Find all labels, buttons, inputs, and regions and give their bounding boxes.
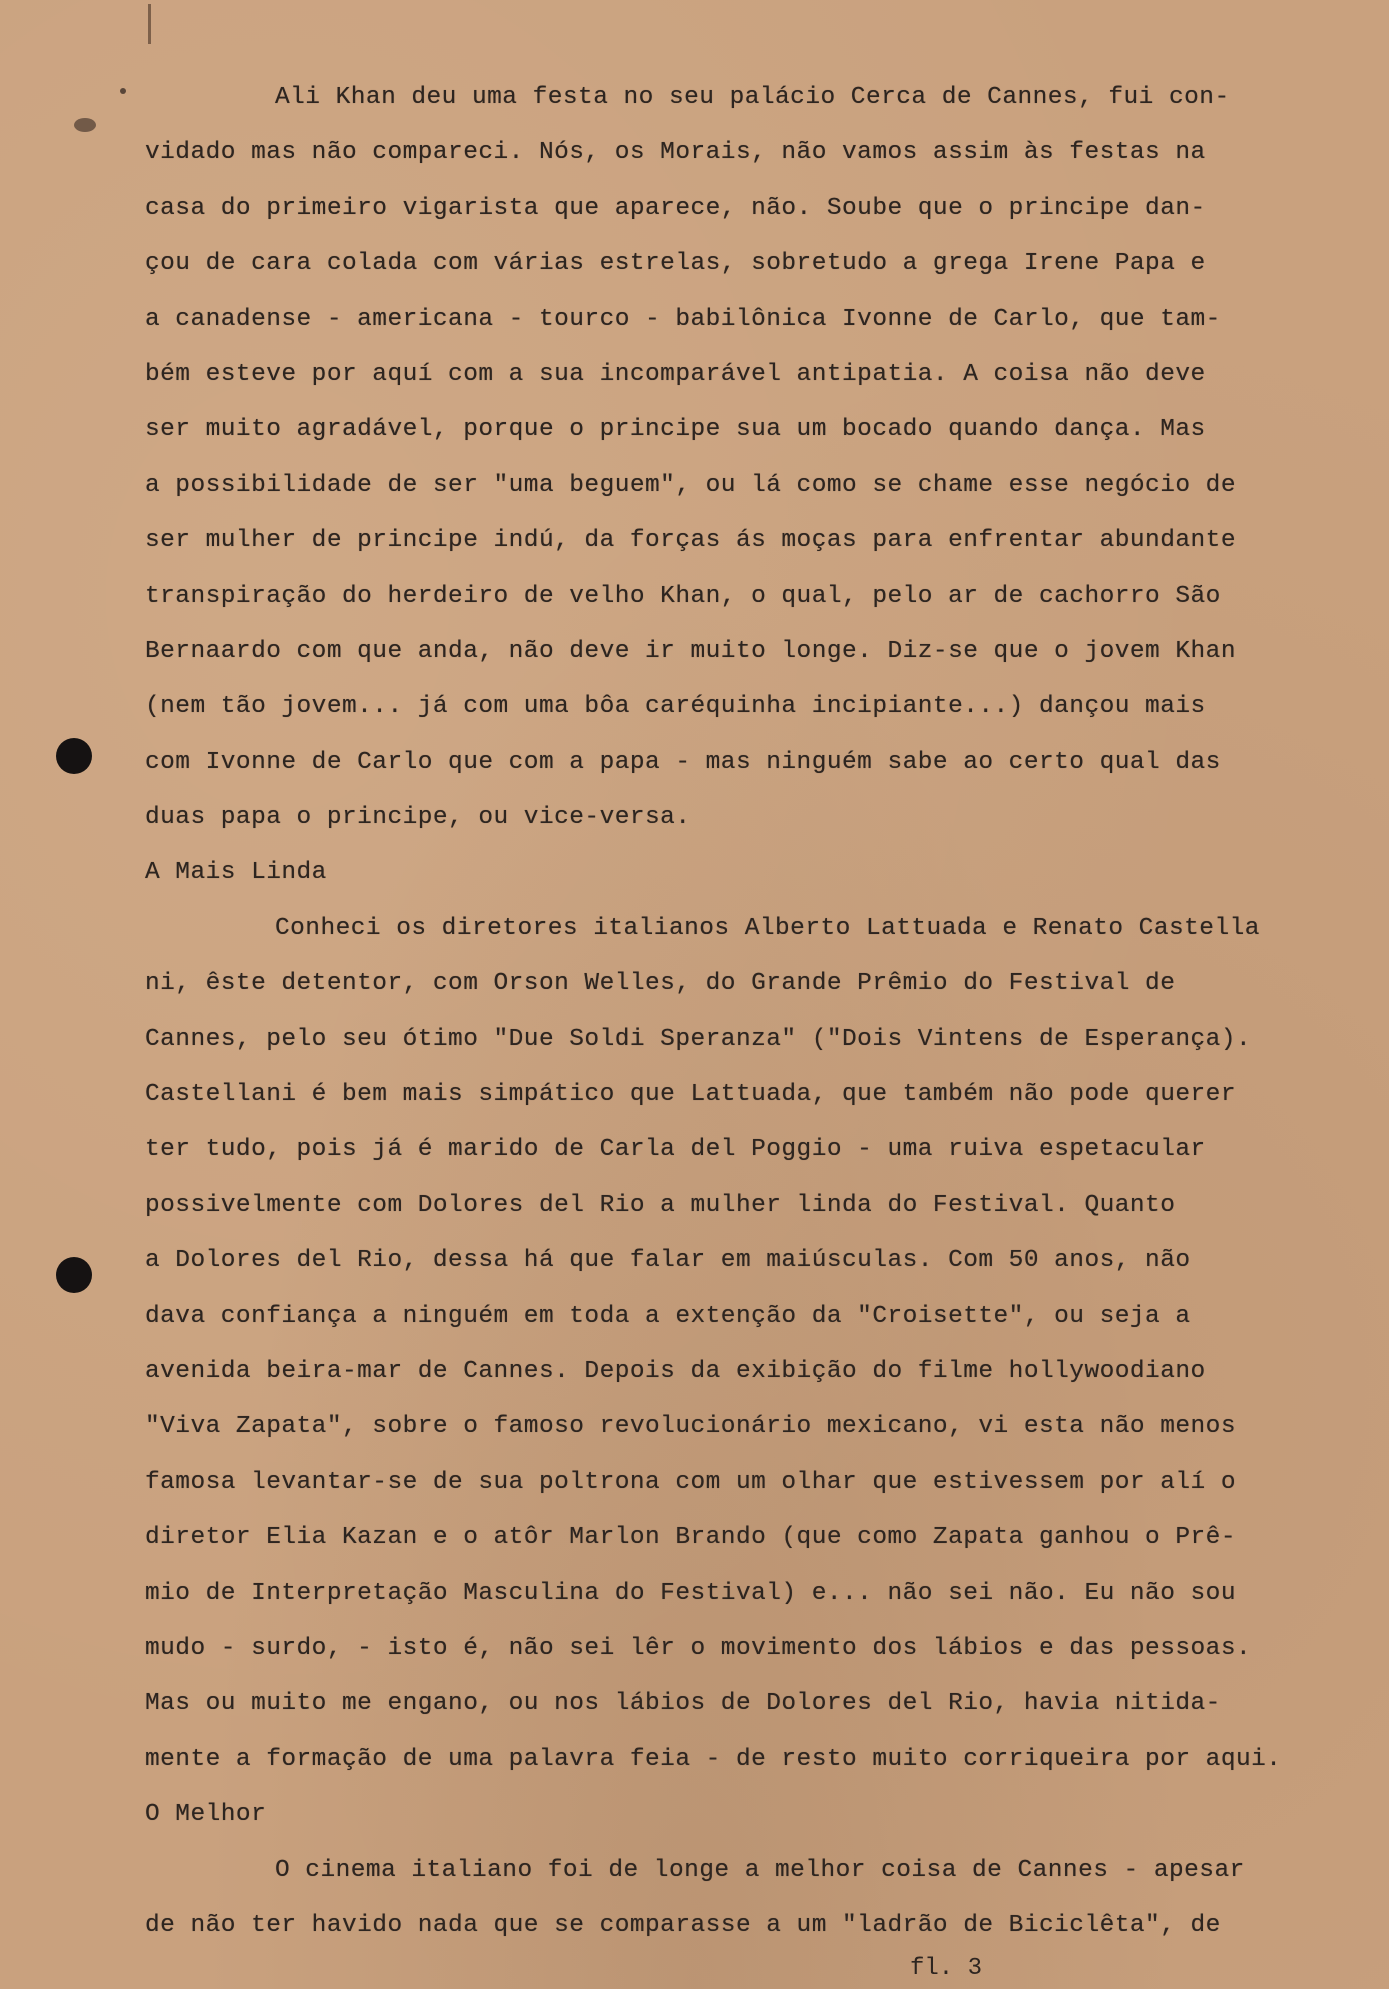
text-line: A Mais Linda <box>145 859 327 887</box>
text-line: ter tudo, pois já é marido de Carla del Poggio - uma ruiva espetacular <box>145 1136 1206 1164</box>
text-line: a possibilidade de ser "uma beguem", ou lá como se chame esse negócio de <box>145 471 1236 499</box>
punch-hole <box>56 1257 92 1293</box>
text-line: a canadense - americana - tourco - babilônica Ivonne de Carlo, que tam- <box>145 305 1221 333</box>
text-line: de não ter havido nada que se comparasse a um "ladrão de Biciclêta", de <box>145 1911 1221 1939</box>
text-line: Bernaardo com que anda, não deve ir muito longe. Diz-se que o jovem Khan <box>145 637 1236 665</box>
text-line: Mas ou muito me engano, ou nos lábios de Dolores del Rio, havia nitida- <box>145 1690 1221 1718</box>
text-line: Ali Khan deu uma festa no seu palácio Cerca de Cannes, fui con- <box>275 84 1230 111</box>
text-line: Castellani é bem mais simpático que Lattuada, que também não pode querer <box>145 1081 1236 1109</box>
body-text <box>145 70 1375 1953</box>
text-line: O Melhor <box>145 1801 267 1829</box>
text-line: Cannes, pelo seu ótimo "Due Soldi Speranza" ("Dois Vintens de Esperança). <box>145 1025 1252 1053</box>
text-line: dava confiança a ninguém em toda a extenção da "Croisette", ou seja a <box>145 1302 1191 1330</box>
text-line: transpiração do herdeiro de velho Khan, o qual, pelo ar de cachorro São <box>145 582 1221 610</box>
text-line: Conheci os diretores italianos Alberto Lattuada e Renato Castella <box>275 914 1260 942</box>
ink-dot <box>120 88 126 94</box>
text-line: diretor Elia Kazan e o atôr Marlon Brando (que como Zapata ganhou o Prê- <box>145 1524 1236 1552</box>
text-line: avenida beira-mar de Cannes. Depois da exibição do filme hollywoodiano <box>145 1357 1206 1385</box>
text-line: çou de cara colada com várias estrelas, sobretudo a grega Irene Papa e <box>145 250 1206 278</box>
ink-smudge <box>74 118 96 132</box>
text-line: mente a formação de uma palavra feia - de resto muito corriqueira por aqui. <box>145 1745 1282 1773</box>
text-line: com Ivonne de Carlo que com a papa - mas ninguém sabe ao certo qual das <box>145 748 1221 776</box>
text-line: duas papa o principe, ou vice-versa. <box>145 804 691 832</box>
text-line: ser mulher de principe indú, da forças ás moças para enfrentar abundante <box>145 527 1236 555</box>
text-line: casa do primeiro vigarista que aparece, não. Soube que o principe dan- <box>145 194 1206 222</box>
text-line: mio de Interpretação Masculina do Festival) e... não sei não. Eu não sou <box>145 1579 1236 1607</box>
text-line: bém esteve por aquí com a sua incomparável antipatia. A coisa não deve <box>145 360 1206 388</box>
text-line: "Viva Zapata", sobre o famoso revolucionário mexicano, vi esta não menos <box>145 1413 1236 1441</box>
text-line: mudo - surdo, - isto é, não sei lêr o movimento dos lábios e das pessoas. <box>145 1634 1252 1662</box>
pencil-mark <box>148 4 151 44</box>
text-line: ni, êste detentor, com Orson Welles, do Grande Prêmio do Festival de <box>145 970 1176 998</box>
text-line: vidado mas não compareci. Nós, os Morais, não vamos assim às festas na <box>145 139 1206 167</box>
text-line: (nem tão jovem... já com uma bôa caréquinha incipiante...) dançou mais <box>145 693 1206 721</box>
page-number: fl. 3 <box>910 1955 983 1982</box>
text-line: famosa levantar-se de sua poltrona com um olhar que estivessem por alí o <box>145 1468 1236 1496</box>
text-line: possivelmente com Dolores del Rio a mulher linda do Festival. Quanto <box>145 1191 1176 1219</box>
text-line: ser muito agradável, porque o principe sua um bocado quando dança. Mas <box>145 416 1206 444</box>
text-line: a Dolores del Rio, dessa há que falar em maiúsculas. Com 50 anos, não <box>145 1247 1191 1275</box>
punch-hole <box>56 738 92 774</box>
text-line: O cinema italiano foi de longe a melhor coisa de Cannes - apesar <box>275 1856 1245 1884</box>
